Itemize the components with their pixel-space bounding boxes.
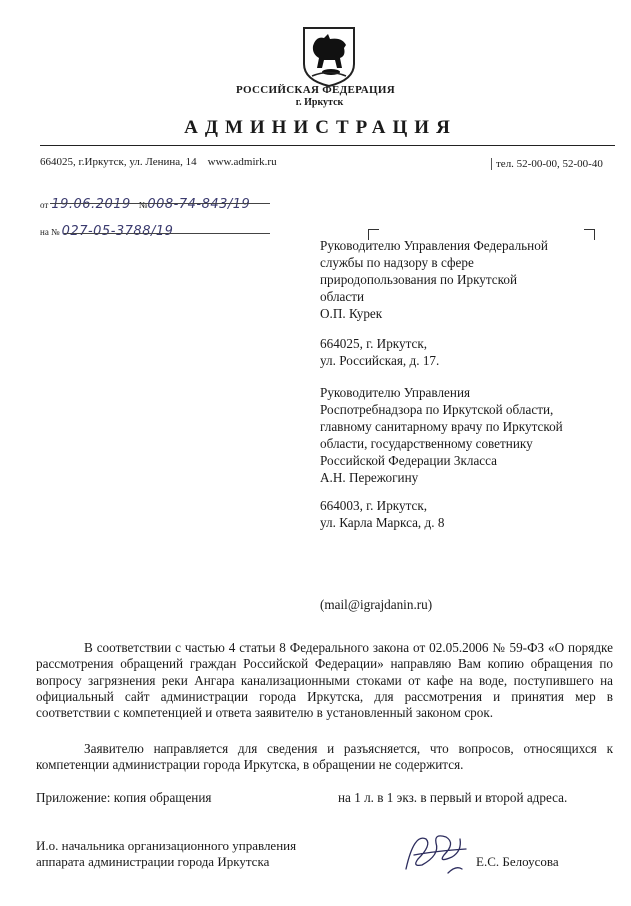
- incoming-label: на №: [40, 227, 60, 237]
- address-line: ул. Карла Маркса, д. 8: [320, 515, 445, 530]
- recipient-line: Роспотребнадзора по Иркутской области,: [320, 402, 554, 417]
- organization-title: АДМИНИСТРАЦИЯ: [184, 117, 457, 138]
- recipient-1-address: [320, 335, 439, 369]
- address-line: ул. Российская, д. 17.: [320, 353, 440, 368]
- signatory-position: [36, 838, 296, 870]
- org-address: 664025, г.Иркутск, ул. Ленина, 14: [40, 156, 197, 168]
- recipient-line: службы по надзору в сфере: [320, 255, 474, 270]
- address-corner-right: [584, 229, 595, 240]
- city-name: г. Иркутск: [295, 97, 344, 108]
- recipient-line: главному санитарному врачу по Иркутской: [320, 419, 563, 434]
- recipient-line: Российской Федерации 3класса: [320, 453, 498, 468]
- incoming-underline: [64, 233, 270, 234]
- outgoing-underline: [50, 203, 270, 204]
- recipient-2: [320, 384, 563, 486]
- outgoing-number: 008-74-843/19: [147, 197, 251, 212]
- handwritten-signature: [396, 825, 476, 881]
- recipient-line: Руководителю Управления: [320, 385, 471, 400]
- country-name: РОССИЙСКАЯ ФЕДЕРАЦИЯ: [236, 84, 395, 96]
- body-paragraph-2: Заявителю направляется для сведения и разъясняется, что вопросов, относящихся к компетенции администрации города Иркутска, в обращении не содержится.: [36, 741, 613, 773]
- recipient-line: Руководителю Управления Федеральной: [320, 238, 548, 253]
- org-address-line: [40, 156, 277, 168]
- recipient-line: природопользования по Иркутской: [320, 272, 518, 287]
- incoming-number: 027-05-3788/19: [61, 224, 174, 239]
- recipient-3-email: (mail@igrajdanin.ru): [320, 597, 433, 612]
- from-label: от: [40, 200, 49, 210]
- org-website: www.admirk.ru: [207, 156, 277, 168]
- address-line: 664025, г. Иркутск,: [320, 336, 428, 351]
- org-phone: тел. 52-00-00, 52-00-40: [491, 158, 603, 170]
- attachment-details: на 1 л. в 1 экз. в первый и второй адреса.: [338, 790, 568, 805]
- position-line: аппарата администрации города Иркутска: [36, 854, 270, 869]
- body-paragraph-1: В соответствии с частью 4 статьи 8 Федерального закона от 02.05.2006 № 59-ФЗ «О порядке рассмотрения обращений граждан Российской Федерации» направляю Вам копию обращения по вопросу загрязнения реки Ангара канализационными стоками от кафе на воде, поступившего на официальный сайт администрации города Иркутска, для рассмотрения и принятия мер в соответствии с компетенцией и ответа заявителю в установленный законом срок.: [36, 640, 613, 721]
- recipient-2-address: [320, 497, 444, 531]
- header-divider: [40, 145, 615, 146]
- recipient-line: области: [320, 289, 365, 304]
- attachment-label: Приложение: копия обращения: [36, 790, 212, 805]
- outgoing-date: 19.06.2019: [51, 197, 131, 212]
- number-label: №: [138, 200, 148, 210]
- position-line: И.о. начальника организационного управления: [36, 838, 297, 853]
- recipient-1: [320, 237, 548, 322]
- signatory-name: Е.С. Белоусова: [476, 854, 559, 869]
- outgoing-reference: [40, 195, 250, 213]
- recipient-line: О.П. Курек: [320, 306, 383, 321]
- recipient-line: А.Н. Пережогину: [320, 470, 419, 485]
- incoming-reference: [40, 222, 173, 240]
- city-coat-of-arms-icon: [300, 26, 358, 88]
- address-line: 664003, г. Иркутск,: [320, 498, 428, 513]
- recipient-line: области, государственному советнику: [320, 436, 533, 451]
